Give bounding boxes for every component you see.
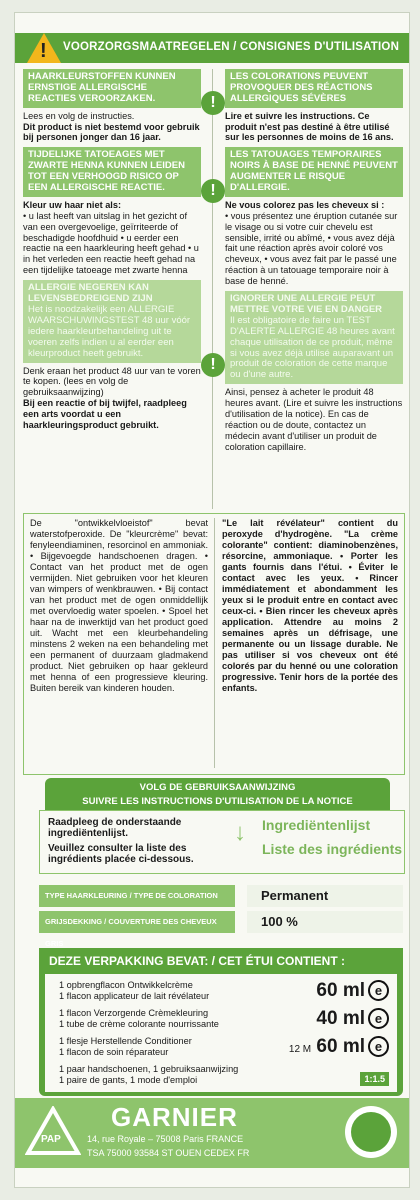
fr-ainsi: Ainsi, pensez à acheter le produit 48 heures avant. (Lire et suivre les instructions d'utilisation de la notice). En cas de réaction ou de doute, contactez un médecin avant d'utiliser un produit de coloration capillaire. [225,387,403,452]
recycle-triangle-icon [25,1106,81,1156]
list-item: 1 flacon Verzorgende Crèmekleuring 1 tube de crème colorante nourrissante [59,1008,219,1029]
list-item: 1 opbrengflacon Ontwikkelcrème 1 flacon applicateur de lait révélateur [59,980,210,1001]
column-divider [212,69,213,509]
header-title: VOORZORGSMAATREGELEN / CONSIGNES D'UTILISATION [63,41,400,53]
arrow-down-icon: ↓ [234,819,246,846]
nl-text-1a: Lees en volg de instructies. [23,110,135,121]
fr-kleur-text: • vous présentez une éruption cutanée sur le visage ou si votre cuir chevelu est sensible, irrité ou abîmé, • vous avez déjà fait une réaction après avoir coloré vos cheveux, • vous avez fait par le passé une réaction à un tatouage temporaire noir à base de henné. [225,210,398,287]
green-dot-icon [345,1106,397,1158]
item-quantity: 40 ml e [316,1008,389,1030]
fr-warning-3: IGNORER UNE ALLERGIE PEUT METTRE VOTRE VIE EN DANGER Il est obligatoire de faire un TEST D'ALERTE ALLERGIE 48 heures avant chaque utilisation de ce produit, même si vous avez déjà utilisé auparavant un produit de coloration de cette marque ou d'une autre. [225,291,403,384]
exclamation-icon: ! [201,353,225,377]
type-value: Permanent [247,885,403,907]
ingredients-box [39,810,405,874]
contents-title: DEZE VERPAKKING BEVAT: / CET ÉTUI CONTIENT : [49,954,346,968]
ingr-fr: Veuillez consulter la liste des ingrédients placée ci-dessous. [48,843,194,865]
ingr-label-nl: Ingrediëntenlijst [262,817,371,833]
type-row [39,885,403,907]
address-line-1: 14, rue Royale – 75008 Paris FRANCE [87,1134,244,1144]
grey-coverage-row [39,911,403,948]
nl-warning-2: TIJDELIJKE TATOEAGES MET ZWARTE HENNA KUNNEN LEIDEN TOT EEN VERHOOGD RISICO OP EEN ALLERGISCHE REACTIE. [23,147,201,197]
type-label: TYPE HAARKLEURING / TYPE DE COLORATION [39,885,235,907]
instructions-banner: VOLG DE GEBRUIKSAANWIJZING SUIVRE LES INSTRUCTIONS D'UTILISATION DE LA NOTICE [45,778,390,810]
nl-usage-text: De "ontwikkelvloeistof" bevat waterstofperoxide. De "kleurcrème" bevat: fenyleendiaminen, resorcinol en ammoniak. • Bijgevoegde handschoenen dragen. • Contact van het product met de ogen vermijden. Niet gebruiken voor het kleuren van wimpers of wenkbrauwen. • Bij contact van het product met de ogen onmiddellijk met overvloedig water spoelen. • Spoel het haar na de inwerktijd van het product goed uit. Wacht met een kleurbehandeling minstens 2 weken na een behandeling met een permanent of duurzaam gladmakend product. Niet gebruiken op haar gekleurd met henna of een progressieve kleuring. Buiten bereik van kinderen houden. [30,518,208,694]
exclamation-icon: ! [201,179,225,203]
estimated-sign-icon: e [368,1036,389,1057]
nl-warning-3: ALLERGIE NEGEREN KAN LEVENSBEDREIGEND ZIJN Het is noodzakelijk een ALLERGIE WAARSCHUWINGSTEST 48 uur vóór iedere haarkleurbehandeling uit te voeren zelfs indien u al eerder een kleurproduct heeft gebruikt. [23,280,201,362]
pao-icon: 12 M [288,1044,312,1055]
estimated-sign-icon: e [368,980,389,1001]
item-quantity: 12 M 60 ml e [289,1036,389,1058]
nl-warning-1: HAARKLEURSTOFFEN KUNNEN ERNSTIGE ALLERGISCHE REACTIES VEROORZAKEN. [23,69,201,108]
nl-kleur-title: Kleur uw haar niet als: [23,200,122,211]
list-item: 1 flesje Herstellende Conditioner 1 flacon de soin réparateur [59,1036,192,1057]
fr-text-1: Lire et suivre les instructions. Ce produit n'est pas destiné à être utilisé sur les personnes de moins de 16 ans. [225,110,394,143]
fr-column [225,69,403,452]
contents-list [45,974,397,1092]
nl-denk: Denk eraan het product 48 uur van te voren te kopen. (lees en volg de gebruiksaanwijzing) [23,365,201,398]
nl-twijfel: Bij een reactie of bij twijfel, raadpleeg een arts voordat u een haarkleuringsproduct gebruikt. [23,398,187,430]
grey-coverage-value: 100 % [247,911,403,933]
fr-warning-1: LES COLORATIONS PEUVENT PROVOQUER DES RÉACTIONS ALLERGIQUES SÉVÈRES [225,69,403,108]
package-panel [14,12,410,1188]
estimated-sign-icon: e [368,1008,389,1029]
ratio-badge: 1:1.5 [360,1072,389,1086]
fr-usage-text: "Le lait révélateur" contient du peroxyde d'hydrogène. "La crème colorante" contient: diaminobenzènes, résorcine, ammoniaque. • Porter les gants fournis dans l'étui. • Éviter le contact avec les yeux. • Rincer immédiatement et abondamment les yeux si le produit entre en contact avec ceux-ci. • Bien rincer les cheveux après application. Attendre au moins 2 semaines après un défrisage, une permanente ou un lissage durable. Ne pas utiliser si vos cheveux ont été colorés par du henné ou une coloration progressive. Tenir hors de la portée des enfants. [222,518,398,694]
exclamation-icon: ! [201,91,225,115]
column-divider [214,518,215,768]
nl-text-1b: Dit product is niet bestemd voor gebruik bij personen jonger dan 16 jaar. [23,121,200,143]
grey-coverage-label: GRIJSDEKKING / COUVERTURE DES CHEVEUX GRIS [39,911,235,933]
ingr-nl: Raadpleeg de onderstaande ingrediëntenlijst. [48,817,182,839]
footer [15,1098,410,1168]
fr-warning-2: LES TATOUAGES TEMPORAIRES NOIRS À BASE DE HENNÉ PEUVENT AUGMENTER LE RISQUE D'ALLERGIE. [225,147,403,197]
warning-triangle-icon: ! [27,33,61,63]
header-bar [15,33,410,63]
brand-logo: GARNIER [111,1102,238,1132]
nl-column [23,69,201,431]
ingr-label-fr: Liste des ingrédients [262,841,403,857]
address-line-2: TSA 75000 93584 ST OUEN CEDEX FR [87,1148,250,1158]
list-item: 1 paar handschoenen, 1 gebruiksaanwijzing 1 paire de gants, 1 mode d'emploi [59,1064,239,1085]
fr-kleur-title: Ne vous colorez pas les cheveux si : [225,200,385,211]
package-contents [39,948,403,1096]
usage-section [23,513,405,775]
nl-kleur-text: • u last heeft van uitslag in het gezicht of van een overgevoelige, geïrriteerde of beschadigde hoofdhuid • u eerder een reactie na een haarkleuring heeft gehad • u in het verleden een reactie heeft gehad na een tijdelijke tatoeage met zwarte henna [23,210,199,276]
pap-label: PAP [41,1134,61,1145]
item-quantity: 60 ml e [316,980,389,1002]
